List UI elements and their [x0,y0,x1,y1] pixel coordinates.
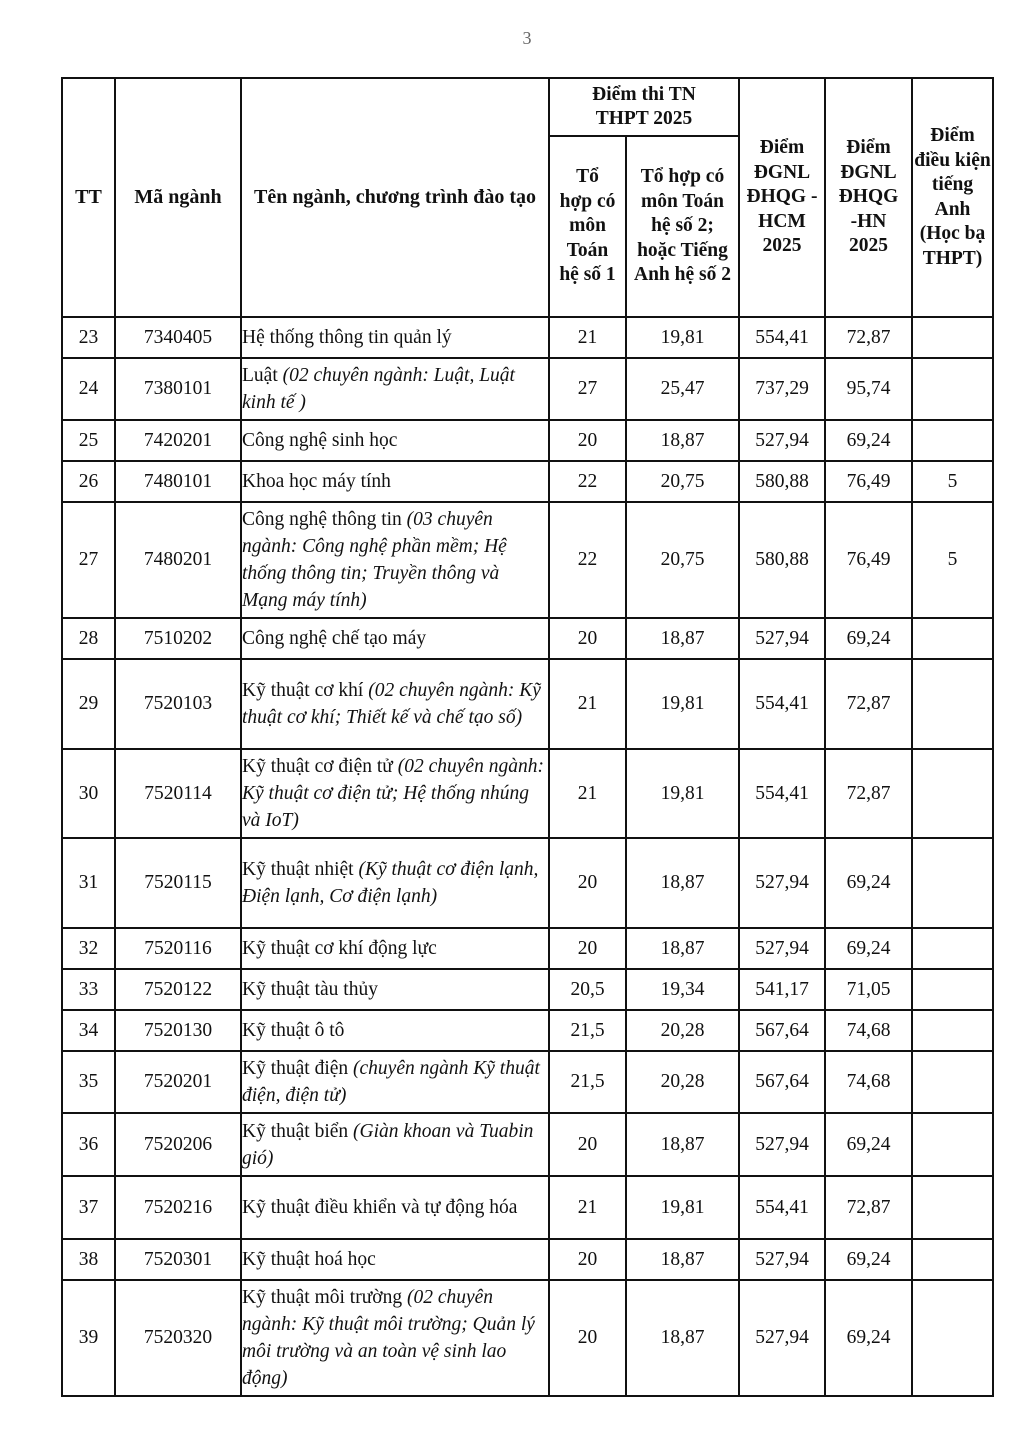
cell-dgnl-hcm: 554,41 [739,659,825,749]
table-row [62,420,993,461]
cell-tt: 38 [62,1239,115,1280]
table-row [62,1051,993,1113]
program-name: Kỹ thuật hoá học [242,1249,376,1270]
cell-code: 7520116 [115,928,241,969]
cell-tt: 29 [62,659,115,749]
header-code: Mã ngành [115,78,241,317]
cell-tt: 34 [62,1010,115,1051]
cell-dgnl-hcm: 737,29 [739,358,825,420]
table-row [62,618,993,659]
table-row [62,317,993,358]
program-name: Hệ thống thông tin quản lý [242,327,452,348]
cell-dgnl-hcm: 554,41 [739,317,825,358]
table-row [62,461,993,502]
cell-english-condition [912,1051,993,1113]
program-note: (02 chuyên ngành: Kỹ thuật cơ điện tử; Hệ thống nhúng và IoT) [242,756,544,831]
cell-program-name [241,1010,549,1051]
cell-english-condition [912,928,993,969]
cell-dgnl-hcm: 580,88 [739,461,825,502]
cell-code: 7420201 [115,420,241,461]
cell-tn-coef-2: 19,81 [626,317,739,358]
cell-english-condition [912,1113,993,1176]
cell-tn-coef-1: 21 [549,1176,626,1239]
cell-tn-coef-2: 18,87 [626,928,739,969]
cell-dgnl-hcm: 527,94 [739,928,825,969]
cell-dgnl-hn: 95,74 [825,358,912,420]
table-row [62,1239,993,1280]
cell-tt: 26 [62,461,115,502]
cell-tn-coef-1: 20 [549,1280,626,1396]
cell-dgnl-hcm: 527,94 [739,618,825,659]
cell-tn-coef-2: 18,87 [626,1280,739,1396]
cell-code: 7520130 [115,1010,241,1051]
cell-program-name [241,1239,549,1280]
program-name: Kỹ thuật tàu thủy [242,979,378,1000]
program-note: (02 chuyên ngành: Kỹ thuật môi trường; Quản lý môi trường và an toàn vệ sinh lao động) [242,1287,535,1389]
cell-code: 7520216 [115,1176,241,1239]
cell-tn-coef-2: 20,75 [626,502,739,618]
table-row [62,358,993,420]
cell-program-name [241,1051,549,1113]
cell-code: 7520201 [115,1051,241,1113]
cell-tt: 32 [62,928,115,969]
cell-program-name [241,659,549,749]
cell-tn-coef-1: 20 [549,420,626,461]
table-row [62,502,993,618]
program-name: Kỹ thuật điện [242,1058,349,1079]
cell-tn-coef-2: 20,28 [626,1051,739,1113]
cell-tn-coef-2: 18,87 [626,1113,739,1176]
cell-code: 7480201 [115,502,241,618]
program-note: (Giàn khoan và Tuabin gió) [242,1120,534,1169]
cell-code: 7520122 [115,969,241,1010]
cell-english-condition [912,618,993,659]
cell-tn-coef-1: 27 [549,358,626,420]
cell-tn-coef-1: 21,5 [549,1010,626,1051]
cell-dgnl-hn: 69,24 [825,420,912,461]
cell-code: 7520114 [115,749,241,838]
cell-tn-coef-1: 21 [549,749,626,838]
cell-dgnl-hn: 69,24 [825,838,912,928]
header-tt: TT [62,78,115,317]
admission-score-table [61,77,994,1397]
cell-tn-coef-2: 18,87 [626,420,739,461]
cell-english-condition [912,1280,993,1396]
table-row [62,1280,993,1396]
table-row [62,749,993,838]
cell-code: 7520301 [115,1239,241,1280]
cell-tt: 27 [62,502,115,618]
program-name: Kỹ thuật cơ điện tử [242,756,393,777]
header-english-condition: Điểm điều kiện tiếng Anh (Học bạ THPT) [912,78,993,317]
cell-english-condition: 5 [912,461,993,502]
table-row [62,1176,993,1239]
program-name: Kỹ thuật ô tô [242,1020,345,1041]
cell-code: 7520320 [115,1280,241,1396]
cell-tt: 28 [62,618,115,659]
cell-dgnl-hcm: 580,88 [739,502,825,618]
cell-tn-coef-1: 20 [549,928,626,969]
program-name: Công nghệ thông tin [242,509,402,530]
cell-tn-coef-1: 22 [549,461,626,502]
cell-dgnl-hn: 76,49 [825,461,912,502]
cell-tn-coef-1: 20 [549,618,626,659]
table-header [62,78,993,317]
cell-tt: 30 [62,749,115,838]
cell-tn-coef-2: 20,28 [626,1010,739,1051]
cell-tn-coef-2: 20,75 [626,461,739,502]
cell-program-name [241,461,549,502]
cell-code: 7340405 [115,317,241,358]
cell-tn-coef-2: 18,87 [626,618,739,659]
cell-dgnl-hcm: 527,94 [739,1239,825,1280]
cell-program-name [241,749,549,838]
header-dgnl-hn: Điểm ĐGNL ĐHQG -HN 2025 [825,78,912,317]
cell-program-name [241,502,549,618]
cell-tn-coef-2: 18,87 [626,838,739,928]
cell-tt: 25 [62,420,115,461]
header-dgnl-hcm: Điểm ĐGNL ĐHQG -HCM 2025 [739,78,825,317]
cell-tn-coef-2: 19,81 [626,659,739,749]
cell-dgnl-hn: 69,24 [825,618,912,659]
cell-code: 7520206 [115,1113,241,1176]
program-name: Kỹ thuật biển [242,1120,349,1142]
cell-dgnl-hcm: 527,94 [739,420,825,461]
program-note: (Kỹ thuật cơ điện lạnh, Điện lạnh, Cơ điện lạnh) [242,859,539,907]
cell-dgnl-hn: 71,05 [825,969,912,1010]
cell-dgnl-hn: 72,87 [825,1176,912,1239]
cell-dgnl-hcm: 527,94 [739,1280,825,1396]
cell-tn-coef-2: 18,87 [626,1239,739,1280]
header-name: Tên ngành, chương trình đào tạo [241,78,549,317]
cell-program-name [241,838,549,928]
cell-tt: 33 [62,969,115,1010]
cell-tt: 35 [62,1051,115,1113]
cell-program-name [241,1280,549,1396]
cell-dgnl-hcm: 567,64 [739,1010,825,1051]
header-tn-coef-2: Tổ hợp có môn Toán hệ số 2; hoặc Tiếng Anh hệ số 2 [626,136,739,317]
cell-program-name [241,317,549,358]
cell-code: 7510202 [115,618,241,659]
table-row [62,838,993,928]
cell-code: 7380101 [115,358,241,420]
program-name: Kỹ thuật điều khiển và tự động hóa [242,1197,518,1218]
cell-tn-coef-2: 19,81 [626,1176,739,1239]
cell-english-condition [912,969,993,1010]
cell-tt: 31 [62,838,115,928]
program-name: Kỹ thuật cơ khí động lực [242,938,437,959]
cell-tt: 24 [62,358,115,420]
cell-dgnl-hcm: 527,94 [739,838,825,928]
page-number: 3 [522,28,532,48]
cell-program-name [241,1113,549,1176]
cell-dgnl-hcm: 527,94 [739,1113,825,1176]
cell-english-condition [912,317,993,358]
cell-program-name [241,969,549,1010]
cell-tn-coef-1: 22 [549,502,626,618]
cell-code: 7520115 [115,838,241,928]
cell-tn-coef-1: 20 [549,838,626,928]
cell-dgnl-hcm: 554,41 [739,749,825,838]
cell-tt: 39 [62,1280,115,1396]
cell-english-condition [912,1239,993,1280]
cell-english-condition [912,358,993,420]
cell-tt: 36 [62,1113,115,1176]
cell-program-name [241,358,549,420]
cell-english-condition [912,749,993,838]
program-name: Kỹ thuật nhiệt [242,859,354,880]
cell-program-name [241,420,549,461]
table-row [62,969,993,1010]
cell-program-name [241,618,549,659]
program-name: Công nghệ chế tạo máy [242,628,427,649]
cell-english-condition [912,838,993,928]
cell-tn-coef-2: 25,47 [626,358,739,420]
cell-tn-coef-1: 20 [549,1113,626,1176]
cell-english-condition [912,1176,993,1239]
cell-tn-coef-2: 19,34 [626,969,739,1010]
table-row [62,928,993,969]
table-row [62,1113,993,1176]
cell-code: 7520103 [115,659,241,749]
cell-english-condition [912,659,993,749]
table-row [62,659,993,749]
program-name: Công nghệ sinh học [242,430,398,451]
cell-dgnl-hcm: 541,17 [739,969,825,1010]
cell-dgnl-hn: 76,49 [825,502,912,618]
cell-english-condition [912,1010,993,1051]
cell-dgnl-hn: 69,24 [825,928,912,969]
cell-tn-coef-2: 19,81 [626,749,739,838]
cell-dgnl-hn: 74,68 [825,1010,912,1051]
cell-tt: 37 [62,1176,115,1239]
program-name: Khoa học máy tính [242,471,391,492]
cell-dgnl-hn: 72,87 [825,317,912,358]
program-note: (02 chuyên ngành: Luật, Luật kinh tế ) [242,365,515,413]
program-note: (03 chuyên ngành: Công nghệ phần mềm; Hệ thống thông tin; Truyền thông và Mạng máy tính) [242,509,507,611]
cell-program-name [241,1176,549,1239]
cell-dgnl-hcm: 567,64 [739,1051,825,1113]
cell-tn-coef-1: 21,5 [549,1051,626,1113]
program-note: (02 chuyên ngành: Kỹ thuật cơ khí; Thiết kế và chế tạo số) [242,680,541,728]
cell-tn-coef-1: 20 [549,1239,626,1280]
cell-tn-coef-1: 21 [549,317,626,358]
cell-program-name [241,928,549,969]
program-name: Kỹ thuật môi trường [242,1287,403,1308]
cell-tt: 23 [62,317,115,358]
cell-dgnl-hn: 74,68 [825,1051,912,1113]
cell-dgnl-hn: 72,87 [825,659,912,749]
cell-dgnl-hn: 69,24 [825,1239,912,1280]
cell-dgnl-hn: 69,24 [825,1280,912,1396]
header-tn-coef-1: Tổ hợp có môn Toán hệ số 1 [549,136,626,317]
cell-code: 7480101 [115,461,241,502]
table-body [62,317,993,1396]
header-group-tn: Điểm thi TN THPT 2025 [549,78,739,136]
cell-tn-coef-1: 21 [549,659,626,749]
cell-english-condition [912,420,993,461]
cell-tn-coef-1: 20,5 [549,969,626,1010]
cell-dgnl-hn: 69,24 [825,1113,912,1176]
cell-english-condition: 5 [912,502,993,618]
program-name: Luật [242,365,278,386]
cell-dgnl-hn: 72,87 [825,749,912,838]
cell-dgnl-hcm: 554,41 [739,1176,825,1239]
table-row [62,1010,993,1051]
program-name: Kỹ thuật cơ khí [242,680,364,701]
program-note: (chuyên ngành Kỹ thuật điện, điện tử) [242,1058,540,1106]
